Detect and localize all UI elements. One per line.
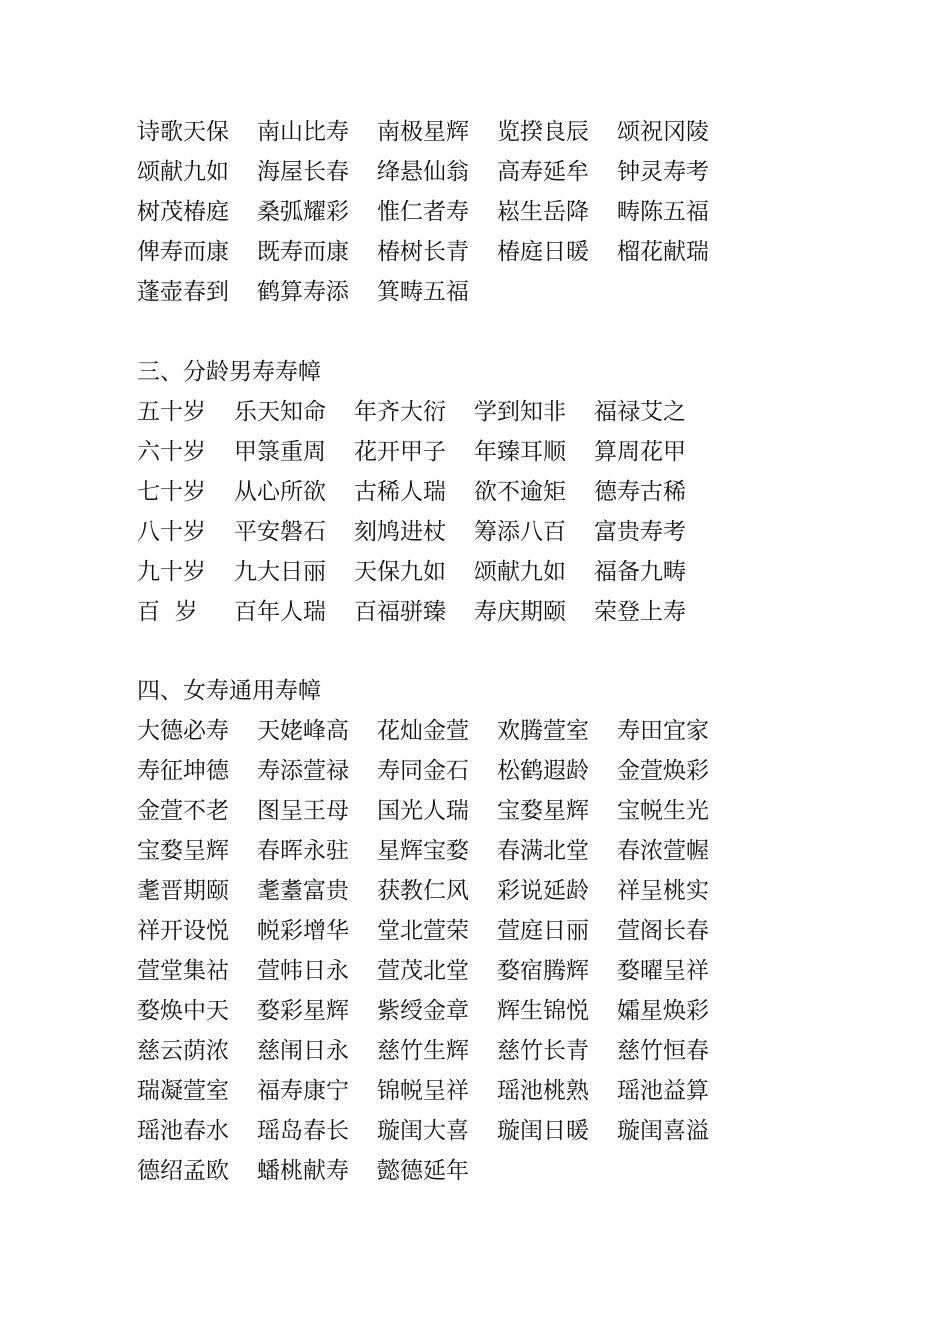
phrase: 萱庭日丽 <box>497 918 589 944</box>
phrase: 寿庆期颐 <box>474 599 566 625</box>
phrase: 乐天知命 <box>234 399 326 425</box>
age-row <box>137 392 857 432</box>
phrase: 萱阁长春 <box>617 918 709 944</box>
phrase: 天保九如 <box>354 559 446 585</box>
phrase: 萱堂集祜 <box>137 958 229 984</box>
phrase: 椿树长青 <box>377 239 469 265</box>
phrase: 锦帨呈祥 <box>377 1078 469 1104</box>
phrase: 箕畴五福 <box>377 279 469 305</box>
phrase: 平安磐石 <box>234 519 326 545</box>
phrase: 畴陈五福 <box>617 199 709 225</box>
phrase: 寿同金石 <box>377 758 469 784</box>
phrase: 海屋长春 <box>257 159 349 185</box>
phrase: 南山比寿 <box>257 119 349 145</box>
phrase: 瑞凝萱室 <box>137 1078 229 1104</box>
phrase: 蓬壶春到 <box>137 279 229 305</box>
phrase: 国光人瑞 <box>377 798 469 824</box>
phrase: 璇闺喜溢 <box>617 1118 709 1144</box>
phrase-row <box>137 751 857 791</box>
phrase: 绛悬仙翁 <box>377 159 469 185</box>
phrase: 学到知非 <box>474 399 566 425</box>
phrase: 高寿延牟 <box>497 159 589 185</box>
phrase: 慈闱日永 <box>257 1038 349 1064</box>
phrase: 寿田宜家 <box>617 718 709 744</box>
phrase: 福禄艾之 <box>594 399 686 425</box>
phrase: 大德必寿 <box>137 718 229 744</box>
phrase-row <box>137 112 857 152</box>
phrase: 年臻耳顺 <box>474 439 566 465</box>
phrase: 春晖永驻 <box>257 838 349 864</box>
phrase: 慈竹长青 <box>497 1038 589 1064</box>
phrase: 蟠桃献寿 <box>257 1158 349 1184</box>
phrase: 春满北堂 <box>497 838 589 864</box>
phrase: 慈云荫浓 <box>137 1038 229 1064</box>
phrase: 从心所欲 <box>234 479 326 505</box>
phrase: 慈竹恒春 <box>617 1038 709 1064</box>
phrase-row <box>137 1031 857 1071</box>
phrase: 惟仁者寿 <box>377 199 469 225</box>
phrase: 婺曜呈祥 <box>617 958 709 984</box>
phrase: 九大日丽 <box>234 559 326 585</box>
phrase: 春浓萱幄 <box>617 838 709 864</box>
phrase: 婺宿腾辉 <box>497 958 589 984</box>
phrase: 瑶池春水 <box>137 1118 229 1144</box>
phrase: 荣登上寿 <box>594 599 686 625</box>
phrase-row <box>137 1151 857 1191</box>
phrase: 花灿金萱 <box>377 718 469 744</box>
phrase: 婺焕中天 <box>137 998 229 1024</box>
phrase: 堂北萱荣 <box>377 918 469 944</box>
phrase: 萱茂北堂 <box>377 958 469 984</box>
age-label: 八十岁 <box>137 519 206 545</box>
phrase: 年齐大衍 <box>354 399 446 425</box>
phrase: 图呈王母 <box>257 798 349 824</box>
phrase: 寿征坤德 <box>137 758 229 784</box>
phrase: 百福骈臻 <box>354 599 446 625</box>
section-female-general <box>137 671 857 1191</box>
phrase: 耄晋期颐 <box>137 878 229 904</box>
age-row <box>137 472 857 512</box>
phrase-row <box>137 232 857 272</box>
phrase: 算周花甲 <box>594 439 686 465</box>
phrase: 俾寿而康 <box>137 239 229 265</box>
phrase: 钟灵寿考 <box>617 159 709 185</box>
phrase: 福备九畴 <box>594 559 686 585</box>
phrase-row <box>137 951 857 991</box>
phrase-list <box>137 711 857 1191</box>
phrase-row <box>137 711 857 751</box>
phrase: 帨彩增华 <box>257 918 349 944</box>
phrase: 德绍孟欧 <box>137 1158 229 1184</box>
age-row <box>137 512 857 552</box>
phrase: 获教仁风 <box>377 878 469 904</box>
phrase: 筹添八百 <box>474 519 566 545</box>
section-heading: 三、分龄男寿寿幛 <box>137 359 321 385</box>
phrase: 紫绶金章 <box>377 998 469 1024</box>
phrase: 既寿而康 <box>257 239 349 265</box>
phrase: 彩说延龄 <box>497 878 589 904</box>
phrase: 祥开设悦 <box>137 918 229 944</box>
phrase: 甲箓重周 <box>234 439 326 465</box>
phrase: 寿添萱禄 <box>257 758 349 784</box>
phrase: 花开甲子 <box>354 439 446 465</box>
phrase-row <box>137 871 857 911</box>
phrase-row <box>137 911 857 951</box>
phrase: 树茂椿庭 <box>137 199 229 225</box>
phrase-row <box>137 1111 857 1151</box>
phrase: 诗歌天保 <box>137 119 229 145</box>
age-row <box>137 552 857 592</box>
phrase-row <box>137 272 857 312</box>
phrase: 宝帨生光 <box>617 798 709 824</box>
phrase: 桑弧耀彩 <box>257 199 349 225</box>
phrase-row <box>137 1071 857 1111</box>
phrase: 富贵寿考 <box>594 519 686 545</box>
age-label: 百 岁 <box>137 599 198 625</box>
phrase: 璇闺日暖 <box>497 1118 589 1144</box>
phrase: 百年人瑞 <box>234 599 326 625</box>
phrase: 崧生岳降 <box>497 199 589 225</box>
age-row <box>137 592 857 632</box>
phrase: 欢腾萱室 <box>497 718 589 744</box>
phrase: 金萱不老 <box>137 798 229 824</box>
phrase: 璇闺大喜 <box>377 1118 469 1144</box>
section-male-by-age <box>137 352 857 632</box>
phrase: 懿德延年 <box>377 1158 469 1184</box>
phrase: 椿庭日暖 <box>497 239 589 265</box>
age-label: 九十岁 <box>137 559 206 585</box>
phrase: 瑶池桃熟 <box>497 1078 589 1104</box>
age-row <box>137 432 857 472</box>
phrase: 天姥峰高 <box>257 718 349 744</box>
phrase: 颂献九如 <box>474 559 566 585</box>
age-label: 六十岁 <box>137 439 206 465</box>
age-label: 七十岁 <box>137 479 206 505</box>
phrase: 孀星焕彩 <box>617 998 709 1024</box>
phrase-row <box>137 152 857 192</box>
section-general-phrases <box>137 112 857 312</box>
phrase: 婺彩星辉 <box>257 998 349 1024</box>
phrase: 福寿康宁 <box>257 1078 349 1104</box>
phrase: 颂祝冈陵 <box>617 119 709 145</box>
phrase: 瑶池益算 <box>617 1078 709 1104</box>
phrase: 松鹤遐龄 <box>497 758 589 784</box>
phrase: 鹤算寿添 <box>257 279 349 305</box>
phrase: 萱帏日永 <box>257 958 349 984</box>
phrase: 欲不逾矩 <box>474 479 566 505</box>
phrase: 慈竹生辉 <box>377 1038 469 1064</box>
phrase-row <box>137 791 857 831</box>
phrase: 南极星辉 <box>377 119 469 145</box>
phrase: 德寿古稀 <box>594 479 686 505</box>
phrase: 瑶岛春长 <box>257 1118 349 1144</box>
section-heading: 四、女寿通用寿幛 <box>137 678 321 704</box>
phrase: 星辉宝婺 <box>377 838 469 864</box>
phrase: 颂献九如 <box>137 159 229 185</box>
phrase: 耄耋富贵 <box>257 878 349 904</box>
phrase: 金萱焕彩 <box>617 758 709 784</box>
phrase: 古稀人瑞 <box>354 479 446 505</box>
phrase: 览揆良辰 <box>497 119 589 145</box>
phrase: 辉生锦悦 <box>497 998 589 1024</box>
phrase-row <box>137 192 857 232</box>
phrase-row <box>137 831 857 871</box>
phrase: 祥呈桃实 <box>617 878 709 904</box>
age-label: 五十岁 <box>137 399 206 425</box>
phrase: 刻鸠进杖 <box>354 519 446 545</box>
phrase-row <box>137 991 857 1031</box>
phrase: 宝婺星辉 <box>497 798 589 824</box>
phrase: 榴花献瑞 <box>617 239 709 265</box>
phrase: 宝婺呈辉 <box>137 838 229 864</box>
